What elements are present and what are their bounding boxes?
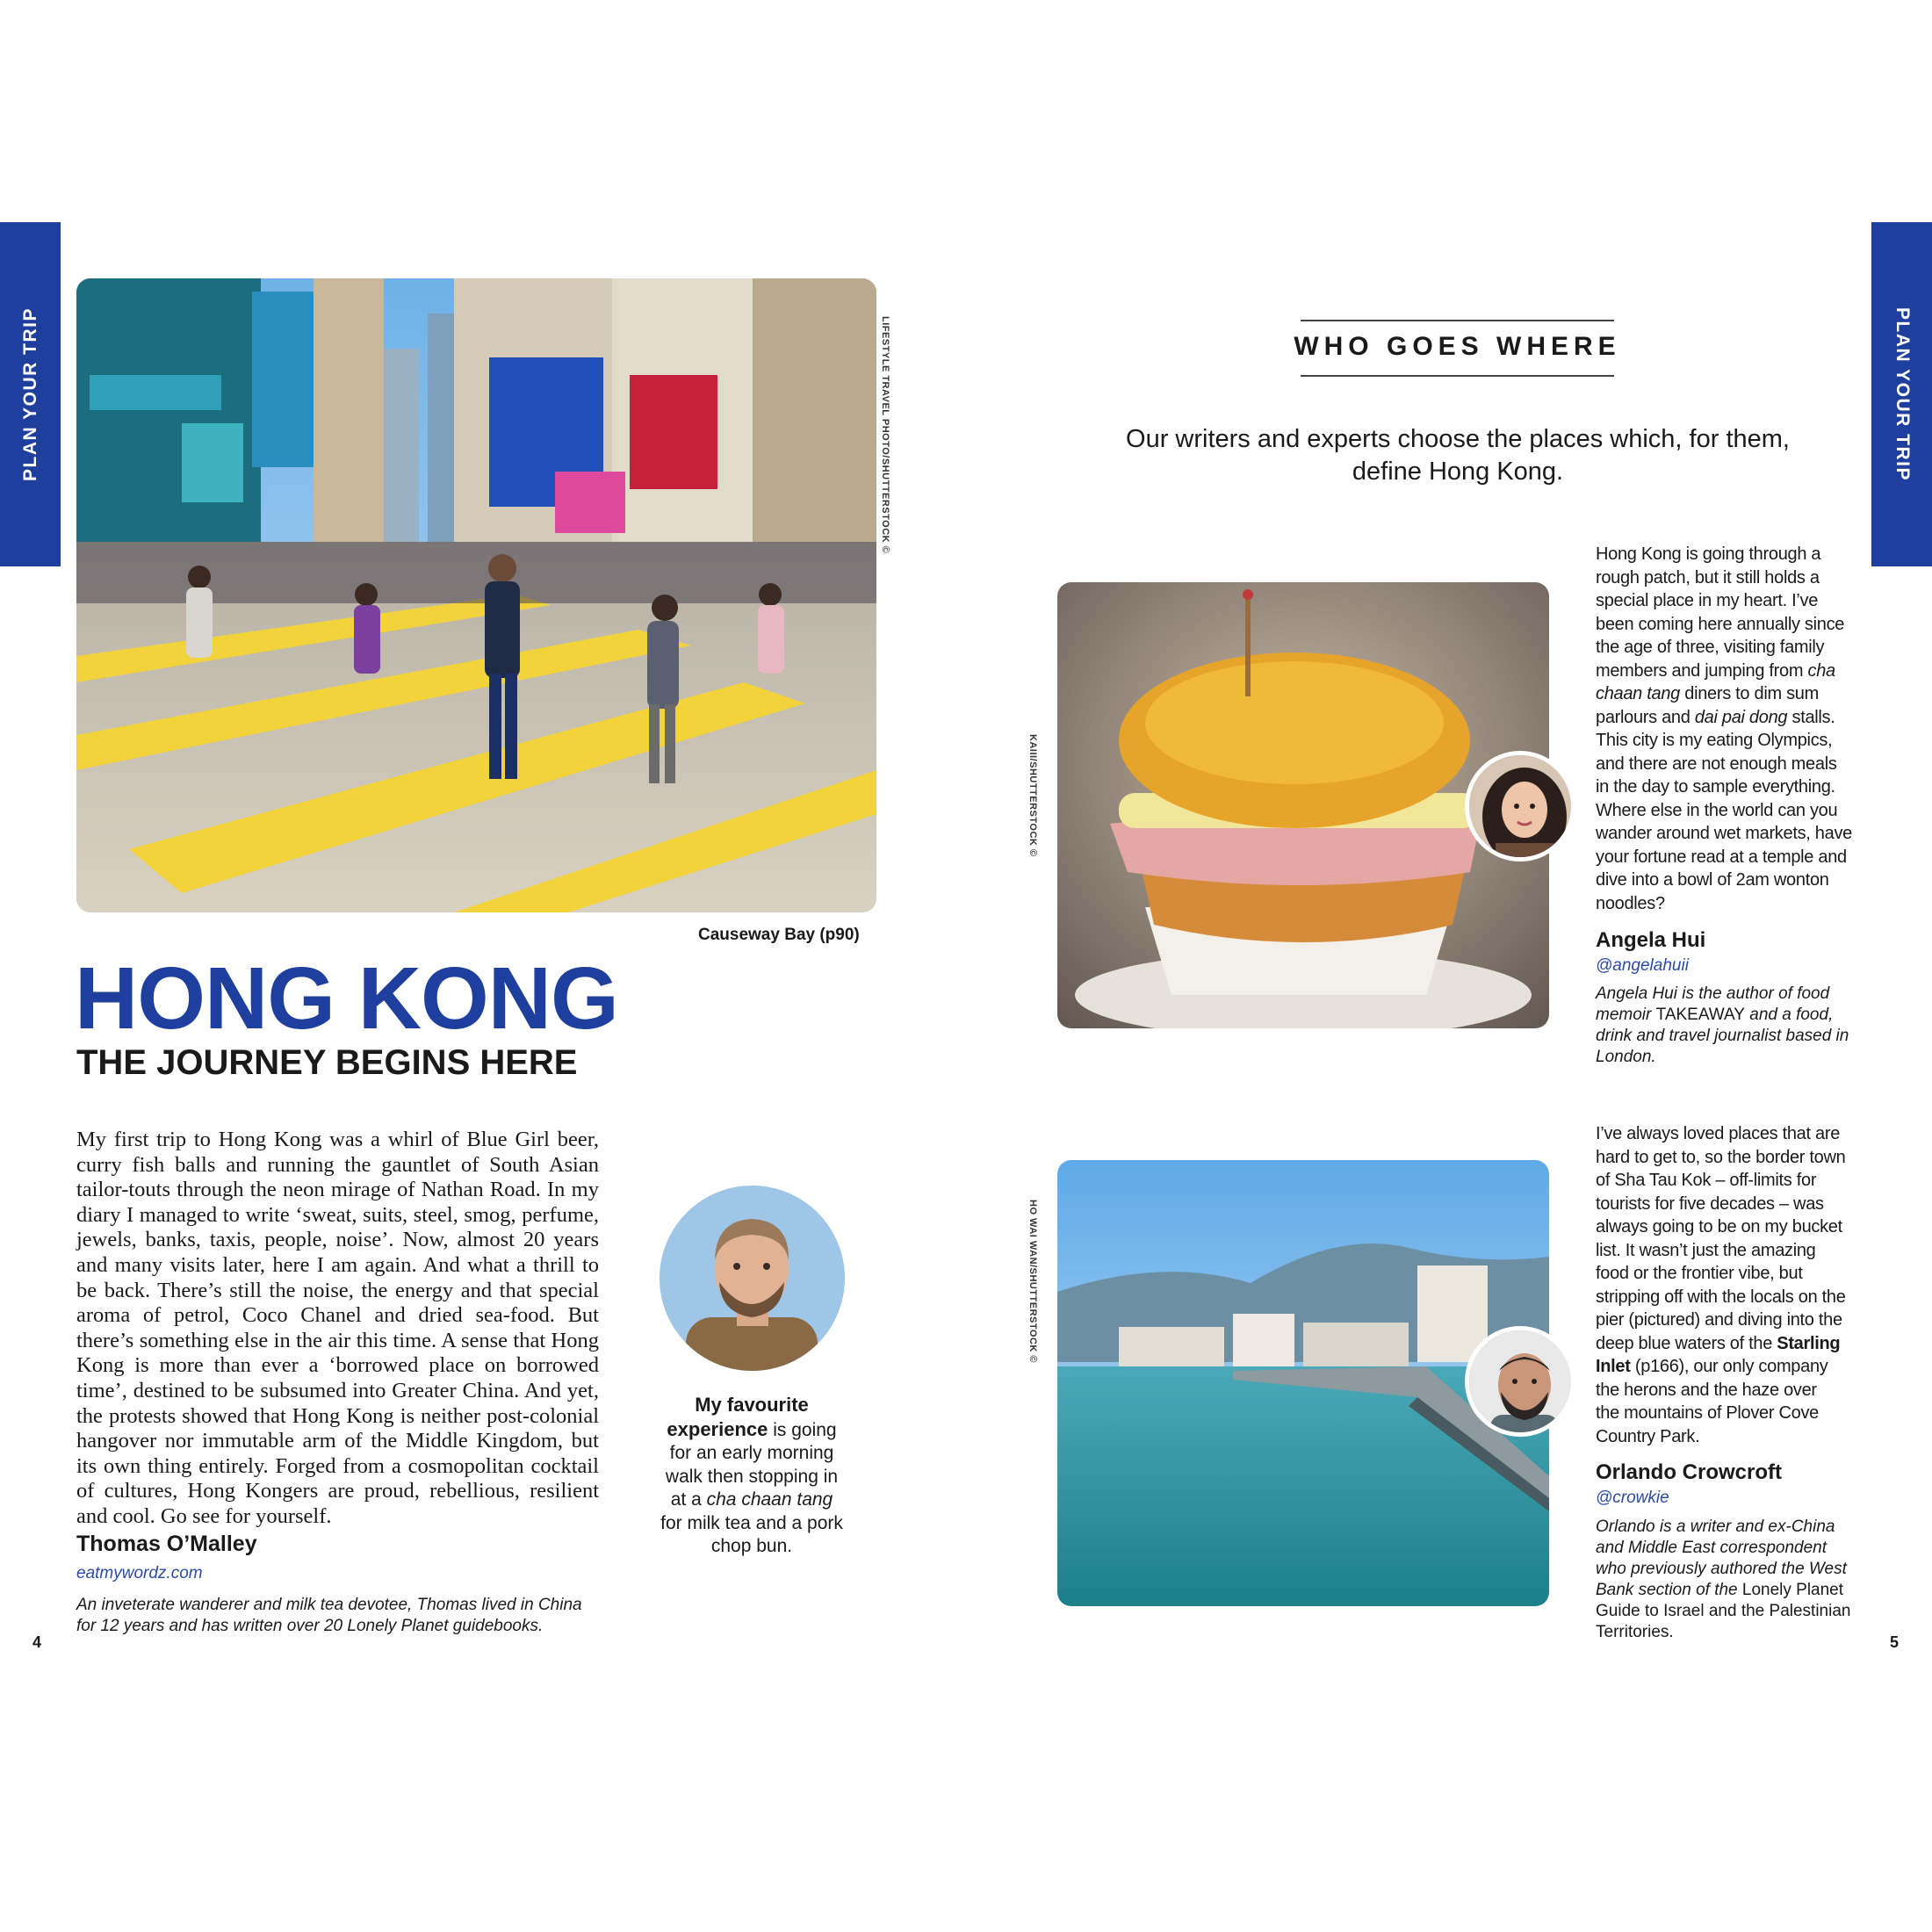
entry-line: deep blue waters of the xyxy=(1596,1333,1777,1353)
entry-italic: dai pai dong xyxy=(1694,707,1788,727)
author-bio xyxy=(76,1595,647,1637)
entry-line: members and jumping from xyxy=(1596,660,1808,681)
bio-upright: Lonely Planet xyxy=(1741,1581,1844,1599)
section-intro xyxy=(1071,423,1844,488)
entry-line: always going to be on my bucket xyxy=(1596,1217,1842,1236)
photo-credit: HO WAI WAN/SHUTTERSTOCK © xyxy=(1027,1200,1038,1364)
entry-line: list. It wasn’t just the amazing xyxy=(1596,1240,1816,1260)
entry-line: the age of three, visiting family xyxy=(1596,638,1825,657)
bio-line: Bank section of the xyxy=(1596,1581,1742,1599)
entry1-author-name: Angela Hui xyxy=(1596,928,1706,952)
entry1-author-bio xyxy=(1596,984,1868,1068)
fav-text: walk then stopping in xyxy=(665,1466,839,1487)
side-tab-label: PLAN YOUR TRIP xyxy=(19,307,40,481)
photo-credit: LIFESTYLE TRAVEL PHOTO/SHUTTERSTOCK © xyxy=(880,316,890,554)
entry-line: noodles? xyxy=(1596,893,1665,913)
entry-line: Country Park. xyxy=(1596,1426,1700,1446)
entry-line: pier (pictured) and diving into the xyxy=(1596,1310,1842,1330)
entry1-author-handle[interactable]: @angelahuii xyxy=(1596,956,1689,975)
author-bio-line: for 12 years and has written over 20 Lonely Planet guidebooks. xyxy=(76,1617,544,1635)
entry-line: stripping off with the locals on the xyxy=(1596,1287,1846,1307)
entry-line: rough patch, but it still holds a xyxy=(1596,567,1820,588)
bio-line: and a food, xyxy=(1744,1006,1834,1024)
page-number-left: 4 xyxy=(32,1633,42,1651)
favourite-experience xyxy=(639,1394,864,1559)
entry2-author-name: Orlando Crowcroft xyxy=(1596,1460,1783,1484)
fav-italic: cha chaan tang xyxy=(706,1489,833,1510)
author-name: Thomas O’Malley xyxy=(76,1532,257,1556)
entry2-author-handle[interactable]: @crowkie xyxy=(1596,1489,1669,1507)
page-title: HONG KONG xyxy=(75,949,618,1048)
entry-line: of Sha Tau Kok – off-limits for xyxy=(1596,1171,1817,1190)
entry1-text xyxy=(1596,543,1868,915)
section-rule-top xyxy=(1301,320,1614,321)
entry-line: your fortune read at a temple and xyxy=(1596,847,1847,867)
bio-line: Orlando is a writer and ex-China xyxy=(1596,1517,1835,1536)
bio-line: drink and travel journalist based in xyxy=(1596,1027,1849,1045)
entry-line: tourists for five decades – was xyxy=(1596,1193,1824,1214)
entry-bold: Inlet xyxy=(1596,1357,1631,1376)
entry-line: (p166), our only company xyxy=(1630,1357,1828,1376)
bio-upright: TAKEAWAY xyxy=(1655,1006,1745,1024)
bio-line: Territories. xyxy=(1596,1623,1674,1641)
causeway-bay-photo xyxy=(76,278,876,912)
entry-line: diners to dim sum xyxy=(1679,684,1819,703)
entry-line: dive into a bowl of 2am wonton xyxy=(1596,870,1829,890)
photo-caption: Causeway Bay (p90) xyxy=(698,926,860,944)
bio-line: who previously authored the West xyxy=(1596,1560,1847,1578)
entry-italic: cha xyxy=(1807,660,1835,681)
page-number-right: 5 xyxy=(1890,1633,1900,1651)
entry-line: been coming here annually since xyxy=(1596,614,1845,634)
fav-bold: My favourite xyxy=(695,1394,809,1416)
page-subtitle: THE JOURNEY BEGINS HERE xyxy=(76,1043,578,1082)
section-rule-bottom xyxy=(1301,375,1614,377)
fav-text: for an early morning xyxy=(669,1443,834,1463)
fav-text: chop bun. xyxy=(710,1536,793,1556)
photo-credit: KAIII/SHUTTERSTOCK © xyxy=(1027,734,1038,857)
bio-line: Angela Hui is the author of food xyxy=(1596,984,1830,1003)
street-crossing-illustration xyxy=(76,278,876,912)
intro-line: define Hong Kong. xyxy=(1352,458,1564,486)
side-tab-right xyxy=(1871,222,1932,566)
angela-avatar xyxy=(1465,751,1575,861)
entry-line: special place in my heart. I’ve xyxy=(1596,591,1819,610)
entry-line: the herons and the haze over xyxy=(1596,1380,1817,1400)
fav-bold: experience xyxy=(667,1417,768,1440)
fav-text: is going xyxy=(768,1419,837,1440)
entry2-text xyxy=(1596,1122,1868,1448)
entry-line: food or the frontier vibe, but xyxy=(1596,1264,1803,1283)
author-bio-line: An inveterate wanderer and milk tea devotee, Thomas lived in China xyxy=(76,1596,582,1614)
intro-line: Our writers and experts choose the places which, for them, xyxy=(1126,425,1790,453)
entry-line: and there are not enough meals xyxy=(1596,753,1837,774)
entry-line: This city is my eating Olympics, xyxy=(1596,731,1833,750)
entry-line: stalls. xyxy=(1787,707,1835,727)
entry-italic: chaan tang xyxy=(1596,684,1680,703)
bio-line: London. xyxy=(1596,1048,1656,1066)
author-website-link[interactable]: eatmywordz.com xyxy=(76,1564,203,1582)
bio-line: Guide to Israel and the Palestinian xyxy=(1596,1602,1851,1620)
entry-line: the mountains of Plover Cove xyxy=(1596,1403,1819,1423)
entry-line: hard to get to, so the border town xyxy=(1596,1147,1846,1167)
entry-line: Hong Kong is going through a xyxy=(1596,544,1821,564)
side-tab-label: PLAN YOUR TRIP xyxy=(1892,307,1913,481)
entry2-author-bio xyxy=(1596,1517,1868,1643)
bio-line: and Middle East correspondent xyxy=(1596,1539,1827,1557)
orlando-avatar xyxy=(1465,1326,1575,1437)
entry-line: parlours and xyxy=(1596,707,1695,727)
thomas-avatar xyxy=(660,1186,845,1371)
side-tab-left xyxy=(0,222,61,566)
entry-line: wander around wet markets, have xyxy=(1596,824,1852,843)
entry-line: in the day to sample everything. xyxy=(1596,777,1835,797)
fav-text: for milk tea and a pork xyxy=(660,1512,843,1533)
entry-bold: Starling xyxy=(1777,1333,1841,1353)
bio-line: memoir xyxy=(1596,1006,1656,1024)
section-title: WHO GOES WHERE xyxy=(1294,332,1621,361)
intro-body-text: My first trip to Hong Kong was a whirl of Blue Girl beer, curry fish balls and running the gauntlet of South Asian tailor-touts through the neon mirage of Nathan Road. In my diary I managed to write ‘sweat, suits, steel, smog, perfume, jewels, banks, taxis, people, noise’. Now, almost 20 years and many visits later, here I am again. And what a thrill to be back. There’s still the noise, the energy and that special aroma of petrol, Coco Chanel and dried sea-food. But there’s something else in the air this time. A sense that Hong Kong is more than ever a ‘borrowed place on borrowed time’, destined to be subsumed into Greater China. And yet, the protests showed that Hong Kong is neither post-colonial hangover nor immutable arm of the Middle Kingdom, but its own thing entirely. Forged from a cosmopolitan cocktail of cultures, Hong Kongers are proud, rebellious, resilient and cool. Go see for yourself. xyxy=(76,1128,599,1528)
fav-text: at a xyxy=(670,1489,707,1510)
entry-line: I’ve always loved places that are xyxy=(1596,1124,1841,1143)
entry-line: Where else in the world can you xyxy=(1596,800,1838,820)
